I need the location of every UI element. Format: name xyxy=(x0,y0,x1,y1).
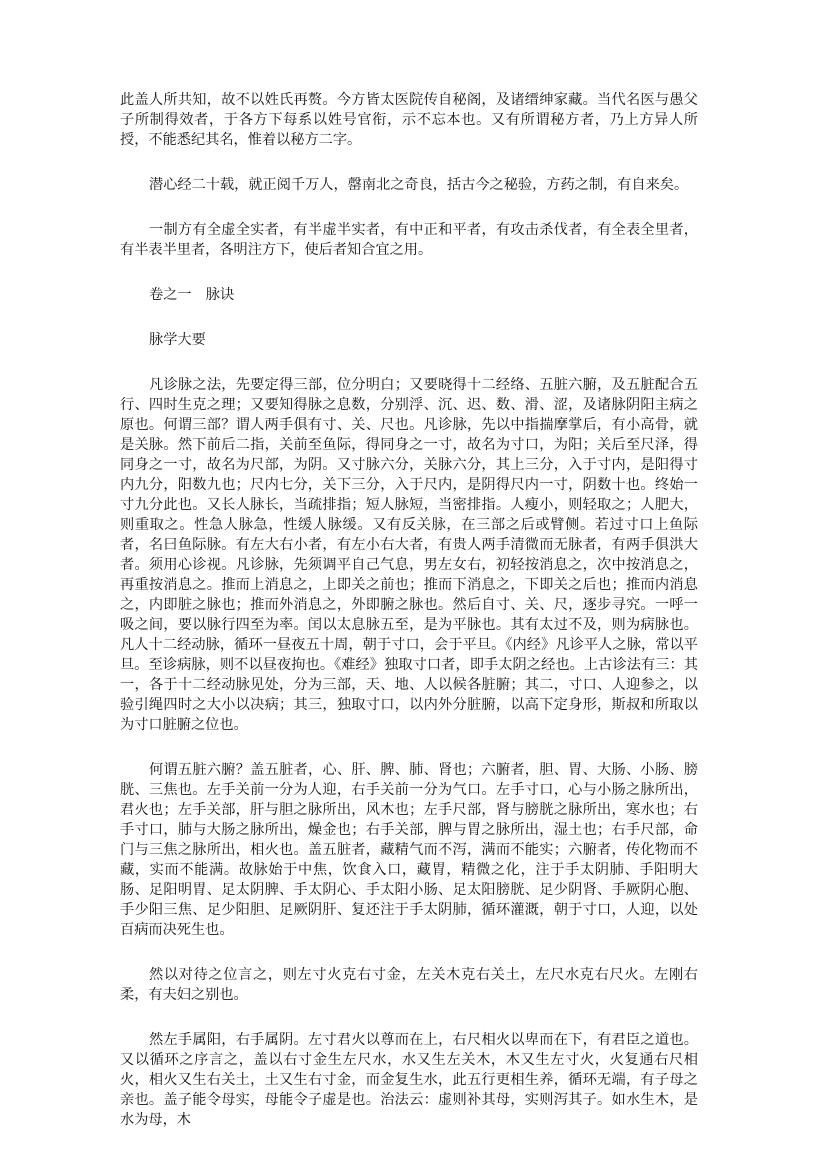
body-paragraph-2: 何谓五脏六腑？盖五脏者，心、肝、脾、肺、肾也；六腑者，胆、胃、大肠、小肠、膀胱、三焦也。左手关前一分为人迎，右手关前一分为气口。左手寸口，心与小肠之脉所出，君火也；左手关部，肝与胆之脉所出，风木也；左手尺部，肾与膀胱之脉所出，寒水也；右手寸口，肺与大肠之脉所出，燥金也；右手关部，脾与胃之脉所出，湿土也；右手尺部，命门与三焦之脉所出，相火也。盖五脏者，藏精气而不泻，满而不能实；六腑者，传化物而不藏，实而不能满。故脉始于中焦，饮食入口，藏胃，精微之化，注于手太阴肺、手阳明大肠、足阳明胃、足太阴脾、手太阴心、手太阳小肠、足太阳膀胱、足少阴肾、手厥阴心胞、手少阳三焦、足少阳胆、足厥阴肝、复还注于手太阴肺，循环灌溉，朝于寸口，人迎，以处百病而决死生也。 xyxy=(120,762,698,938)
body-paragraph-1: 凡诊脉之法，先要定得三部，位分明白；又要晓得十二经络、五脏六腑，及五脏配合五行、四时生克之理；又要知得脉之息数，分别浮、沉、迟、数、滑、涩，及诸脉阴阳主病之原也。何谓三部？谓人两手俱有寸、关、尺也。凡诊脉，先以中指揣摩掌后，有小高骨，就是关脉。然下前后二指，关前至鱼际，得同身之一寸，故名为寸口，为阳；关后至尺泽，得同身之一寸，故名为尺部，为阴。又寸脉六分，关脉六分，其上三分，入于寸内，是阳得寸内九分，阳数九也；尺内七分，关下三分，入于尺内，是阴得尺内一寸，阴数十也。终始一寸九分此也。又长人脉长，当疏排指；短人脉短，当密排指。人瘦小，则轻取之；人肥大，则重取之。性急人脉急，性缓人脉缓。又有反关脉，在三部之后或臂侧。若过寸口上鱼际者，名曰鱼际脉。有左大右小者，有左小右大者，有贵人两手清微而无脉者，有两手俱洪大者。须用心诊视。凡诊脉，先须调平自己气息，男左女右，初轻按消息之，次中按消息之，再重按消息之。推而上消息之，上即关之前也；推而下消息之，下即关之后也；推而内消息之，内即脏之脉也；推而外消息之，外即腑之脉也。然后自寸、关、尺，逐步寻究。一呼一吸之间，要以脉行四至为率。闰以太息脉五至，是为平脉也。其有太过不及，则为病脉也。凡人十二经动脉，循环一昼夜五十周，朝于寸口，会于平旦。《内经》凡诊平人之脉，常以平旦。至诊病脉，则不以昼夜拘也。《难经》独取寸口者，即手太阴之经也。上古诊法有三：其一，各于十二经动脉见处，分为三部，天、地、人以候各脏腑；其二，寸口、人迎参之，以验引绳四时之大小以决病；其三，独取寸口，以内外分脏腑，以高下定身形，斯叔和所取以为寸口脏腑之位也。 xyxy=(120,377,698,733)
preface-paragraph-1: 此盖人所共知，故不以姓氏再赘。今方皆太医院传自秘阁，及诸缙绅家藏。当代名医与愚父子所制得效者，于各方下每系以姓号官衔，示不忘本也。又有所谓秘方者，乃上方异人所授，不能悉纪其名，惟着以秘方二字。 xyxy=(120,92,698,148)
body-paragraph-4: 然左手属阳，右手属阴。左寸君火以尊而在上，右尺相火以卑而在下，有君臣之道也。又以循环之序言之，盖以右寸金生左尺水，水又生左关木，木又生左寸火，火复通右尺相火，相火又生右关土，土又生右寸金，而金复生水，此五行更相生养，循环无端，有子母之亲也。盖子能令母实，母能令子虚是也。治法云：虚则补其母，实则泻其子。如水生木，是水为母，木 xyxy=(120,1032,698,1128)
subsection-heading: 脉学大要 xyxy=(149,332,206,348)
document-page xyxy=(120,90,698,1155)
body-paragraph-3: 然以对待之位言之，则左寸火克右寸金，左关木克右关土，左尺水克右尺火。左刚右柔，有夫妇之别也。 xyxy=(120,967,698,1003)
section-heading: 卷之一 脉诀 xyxy=(149,287,235,303)
preface-paragraph-2: 潜心经二十载，就正阅千万人，罄南北之奇良，括古今之秘验，方药之制，有自来矣。 xyxy=(149,177,689,193)
preface-paragraph-3: 一制方有全虚全实者，有半虚半实者，有中正和平者，有攻击杀伐者，有全表全里者，有半表半里者，各明注方下，使后者知合宜之用。 xyxy=(120,222,698,258)
